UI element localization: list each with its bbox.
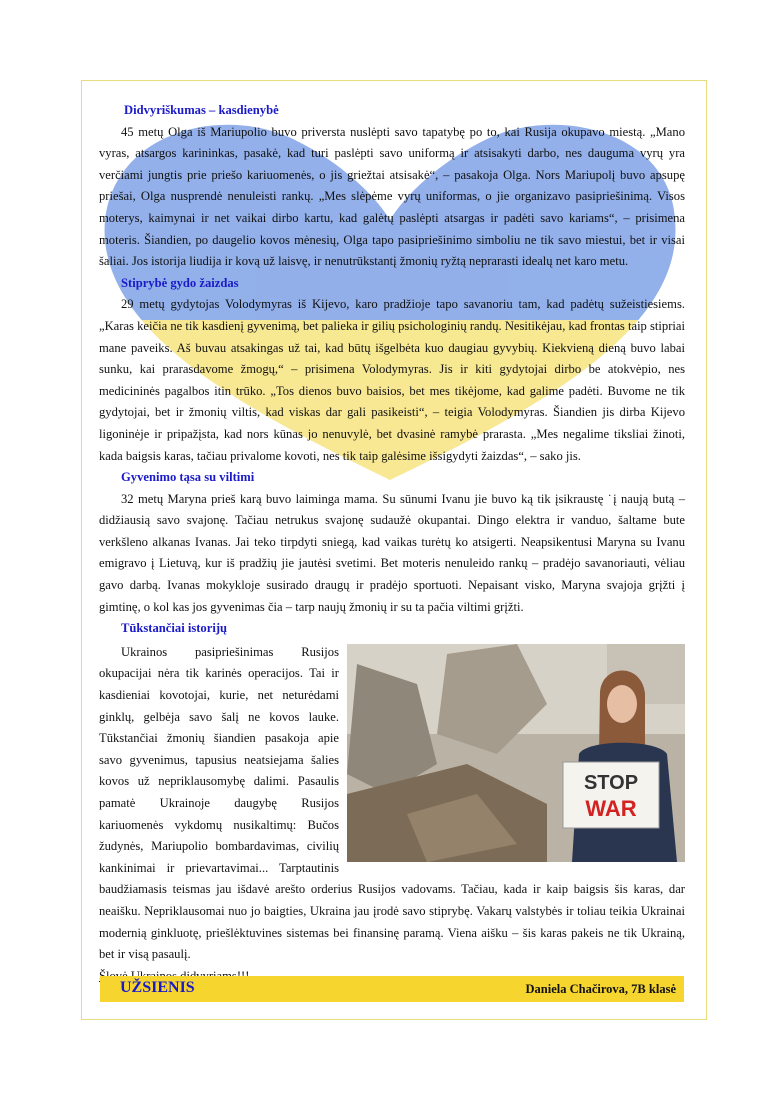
footer-band [100, 976, 684, 1002]
section-heading: Gyvenimo tąsa su viltimi [121, 470, 255, 485]
sign-war-text: WAR [585, 795, 637, 821]
section-paragraph: Ukrainos pasipriešinimas Rusijos okupacijai nėra tik karinės operacijos. Tai ir kasdieniai kovotojai, kurie, net neturėdami ginklų, gelbėja savo šalį ne kovos lauke. Tūkstančiai žmonių šiandien pasakoja apie savo gyvenimus, tapusius neatsiejama šalies kovos už nepriklausomybę dalimi. Pasaulis pamatė Ukrainoje daugybę Rusijos kariuomenės vykdomų nusikaltimų: Bučos žudynės, Mariupolio bombardavimas, civilių kankinimai ir prievartavimai... Tarptautinis baudžiamasis teismas jau išdavė arešto orderius Rusijos vadovams. Tačiau, kada ir kaip baigsis šis karas, dar neaišku. Nepriklausomai nuo jo baigties, Ukraina jau įrodė savo stiprybę. Vakarų valstybės ir toliau teikia Ukrainai modernią ginkluotę, priešlėktuvines sistemas bei finansinę paramą. Viena aišku – šis karas pakeis ne tik Ukrainą, bet ir visą pasaulį. [99, 644, 685, 962]
section-paragraph: 29 metų gydytojas Volodymyras iš Kijevo, karo pradžioje tapo savanoriu tam, kad padėtų sužeistiesiems. „Karas keičia ne tik kasdienį gyvenimą, bet palieka ir gilių psichologinių randų. Nesitikėjau, kad frontas taip stipriai mane paveiks. Aš buvau atsakingas už tai, kad būtų išgelbėta kuo daugiau gyvybių. Kiekvieną dieną buvo labai sunku, kai prarasdavome žmogų,“ – prisimena Volodymyras. Jis ir kiti gydytojai dirbo be atokvėpio, nes medicininės pagalbos itin trūko. „Tos dienos buvo baisios, bet mes tikėjome, kad galime padėti. Buvome ne tik gydytojai, bet ir žmonių viltis, kad viskas dar gali pasikeisti“, – teigia Volodymyras. Šiandien jis dirba Kijevo ligoninėje ir pripažįsta, kad nors kūnas jo nenuvylė, bet dvasinė ramybė prarasta. „Mes negalime tiksliai žinoti, kada baigsis karas, tačiau privalome kovoti, nes tik taip galėsime išsigydyti žaizdas“, – sako jis. [99, 297, 685, 463]
stop-war-photo [347, 644, 685, 862]
footer-section-label: UŽSIENIS [120, 979, 195, 996]
section-heading: Stiprybė gydo žaizdas [121, 275, 239, 290]
article-body [99, 100, 685, 987]
section-heading: Tūkstančiai istorijų [121, 621, 228, 636]
section-paragraph: 32 metų Maryna prieš karą buvo laiminga mama. Su sūnumi Ivanu jie buvo ką tik įsikraustę ˙į naują butą – didžiausią savo svajonę. Tačiau netrukus svajonę sudaužė okupantai. Dingo elektra ir vanduo, šaltame bute verkšleno alkanas Ivanas. Jai teko tirpdyti sniegą, kad vaikas turėtų ko atsigerti. Neapsikentusi Maryna su Ivanu emigravo į Lietuvą, kur iš pradžių jie jautėsi svetimi. Bet moteris nenuleido rankų – pradėjo savanoriauti, vėliau gavo darbą. Ivanas mokykloje susirado draugų ir pradėjo sportuoti. Nepaisant visko, Maryna svajoja grįžti į gimtinę, o kol kas jos gyvenimas čia – tarp naujų žmonių ir su ta pačia viltimi grįžti. [99, 491, 685, 614]
footer-author: Daniela Chačirova, 7B klasė [525, 982, 676, 996]
section-paragraph: 45 metų Olga iš Mariupolio buvo priversta nuslėpti savo tapatybę po to, kai Rusija okupavo miestą. „Mano vyras, atsargos karininkas, pasakė, kad turi paslėpti savo uniformą ir atsisakyti darbo, nes dauguma vyrų yra verčiami jungtis prie priešo kariuomenės, o jis griežtai atsisakė“, – pasakoja Olga. Nors Mariupolį buvo apsupę priešai, Olga nusprendė nenuleisti rankų. „Mes slėpėme vyrų uniformas, o jie organizavo pasipriešinimą. Visos moterys, kaimynai ir net vaikai dirbo kartu, kad galėtų paslėpti atsargas ir padėti savo kariams“, – prisimena moteris. Šiandien, po daugelio kovos mėnesių, Olga tapo pasipriešinimo simboliu ne tik savo miestui, bet ir visai šaliai. Jos istorija liudija ir kovą už laisvę, ir nenutrūkstantį žmonių ryžtą neprarasti idealų net karo metu. [99, 124, 685, 269]
section-heading: Didvyriškumas – kasdienybė [124, 103, 279, 117]
sign-stop-text: STOP [583, 771, 639, 794]
